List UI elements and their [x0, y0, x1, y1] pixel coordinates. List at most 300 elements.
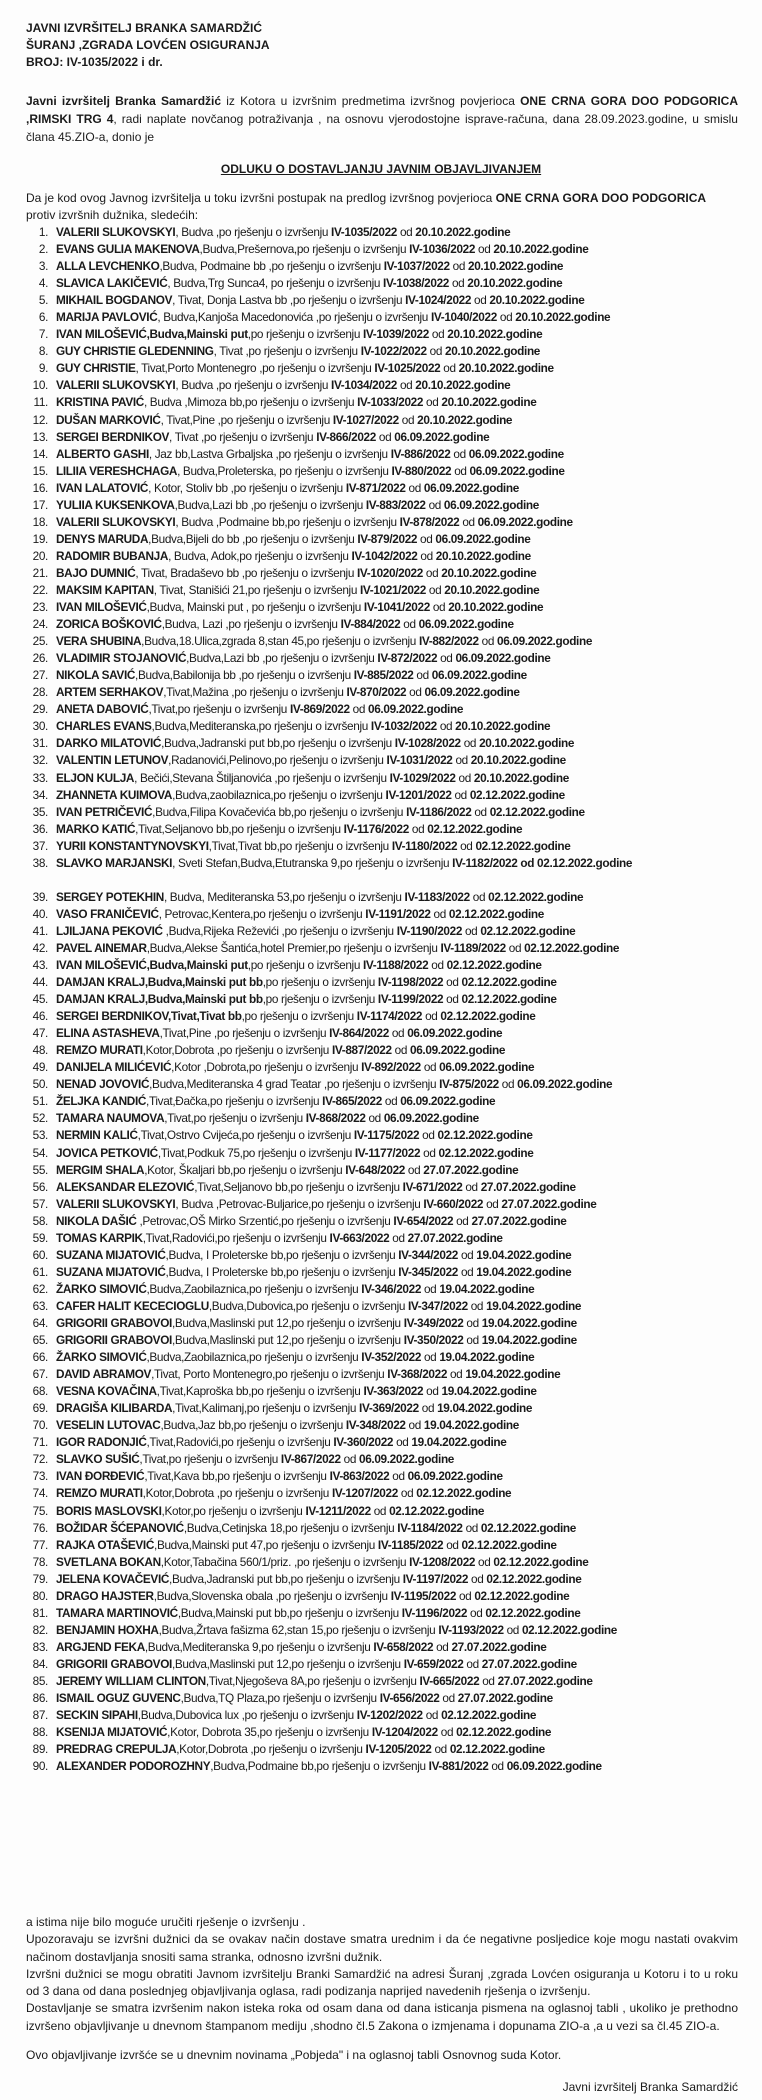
debtor-entry: REMZO MURATI,Kotor,Dobrota ,po rješenju o izvršenju IV-1207/2022 od 02.12.2022.godine: [56, 1486, 512, 1501]
debtor-item: [26, 309, 738, 326]
case-date: 20.10.2022.godine: [415, 378, 511, 393]
debtor-name: VALERII SLUKOVSKYI: [56, 225, 176, 239]
case-number: IV-1197/2022: [402, 1571, 469, 1586]
debtor-address: , Tivat ,po rješenju o izvršenju: [169, 429, 317, 444]
debtor-address: ,Tivat,Kava bb,po rješenju o izvršenju: [144, 1469, 330, 1484]
debtor-entry: ARGJEND FEKA,Budva,Mediteranska 9,po rješenju o izvršenju IV-658/2022 od 27.07.2022.godine: [56, 1639, 547, 1654]
debtor-name: REMZO MURATI: [56, 1486, 143, 1501]
case-number: IV-1024/2022: [405, 293, 472, 308]
debtor-name: VERA SHUBINA: [56, 634, 142, 649]
debtor-number: 90.: [32, 1759, 48, 1774]
debtor-item: [26, 1605, 738, 1622]
debtor-name: KRISTINA PAVIĆ: [56, 395, 144, 410]
case-date: 06.09.2022.godine: [358, 1452, 455, 1467]
debtor-address: ,Tivat,po rješenju o izvršenju: [139, 1452, 281, 1467]
debtor-item: [26, 514, 738, 531]
debtor-item: [26, 497, 738, 514]
debtor-entry: VESNA KOVAČINA,Tivat,Kaproška bb,po rješenju o izvršenju IV-363/2022 od 19.04.2022.godine: [56, 1384, 537, 1399]
debtor-name: IGOR RADONJIĆ: [56, 1435, 147, 1450]
case-date: 02.12.2022.godine: [474, 1588, 570, 1603]
case-number: IV-1180/2022: [391, 838, 458, 853]
debtor-item: [26, 1434, 738, 1451]
case-date: 06.09.2022.godine: [394, 429, 490, 444]
debtor-name: NENAD JOVOVIĆ: [56, 1077, 150, 1092]
case-number: IV-885/2022: [353, 668, 414, 683]
case-number: IV-1183/2022: [404, 889, 470, 904]
case-number: IV-892/2022: [361, 1060, 421, 1075]
debtor-entry: IVAN MILOŠEVIĆ,Budva, Mainski put , po rješenju o izvršenju IV-1041/2022 od 20.10.2022.godine: [56, 600, 544, 615]
debtor-name: MIKHAIL BOGDANOV: [56, 293, 173, 308]
debtor-item: [26, 1059, 738, 1076]
debtor-entry: YULIIA KUKSENKOVA,Budva,Lazi bb ,po rješenju o izvršenju IV-883/2022 od 06.09.2022.godine: [56, 497, 539, 512]
debtor-item: [26, 1264, 738, 1281]
debtor-name: SVETLANA BOKAN: [56, 1554, 161, 1569]
debtor-entry: NERMIN KALIĆ,Tivat,Ostrvo Cvijeća,po rješenju o izvršenju IV-1175/2022 od 02.12.2022.godine: [56, 1128, 533, 1143]
debtor-number: 10.: [32, 378, 48, 393]
debtor-entry: GRIGORII GRABOVOI,Budva,Maslinski put 12,po rješenju o izvršenju IV-349/2022 od 19.04.2022.godine: [56, 1316, 577, 1330]
case-date: 06.09.2022.godine: [368, 702, 464, 717]
debtor-number: 33.: [32, 770, 48, 785]
debtor-number: 64.: [32, 1316, 48, 1330]
case-date: 27.07.2022.godine: [451, 1639, 547, 1654]
debtor-name: VASO FRANIČEVIĆ: [56, 906, 159, 921]
debtor-item: [26, 1076, 738, 1093]
debtor-number: 7.: [38, 327, 48, 342]
debtor-number: 22.: [32, 582, 48, 597]
case-number: IV-345/2022: [398, 1264, 459, 1279]
case-date: 02.12.2022.godine: [438, 1145, 534, 1160]
case-number: IV-363/2022: [363, 1384, 424, 1399]
debtor-name: SLAVKO SUŠIĆ: [56, 1452, 140, 1467]
debtor-name: MARKO KATIĆ: [56, 821, 136, 836]
debtor-name: BOŽIDAR ŠĆEPANOVIĆ: [56, 1520, 184, 1535]
debtor-address: ,Budva,TQ Plaza,po rješenju o izvršenju: [180, 1691, 380, 1706]
debtor-address: ,Budva,Podmaine bb,po rješenju o izvršenju: [210, 1759, 429, 1774]
debtor-entry: BAJO DUMNIĆ, Tivat, Bradaševo bb ,po rješenju o izvršenju IV-1020/2022 od 20.10.2022.godine: [56, 565, 537, 580]
case-date: 02.12.2022.godine: [456, 1725, 552, 1740]
debtor-number: 13.: [32, 429, 48, 444]
debtor-name: VALENTIN LETUNOV: [56, 753, 169, 768]
debtor-address: , Kotor, Stoliv bb ,po rješenju o izvršenju: [148, 480, 346, 495]
debtor-item: [26, 258, 738, 275]
case-date: 02.12.2022.godine: [475, 838, 571, 853]
debtor-number: 26.: [32, 651, 48, 666]
debtor-item: [26, 923, 738, 940]
debtor-number: 32.: [32, 753, 48, 768]
case-number: IV-870/2022: [346, 685, 407, 700]
case-number: IV-1208/2022: [409, 1554, 476, 1569]
debtor-address: ,Budva,zaobilaznica,po rješenju o izvršenju: [172, 787, 386, 802]
case-date: 20.10.2022.godine: [479, 736, 575, 751]
debtor-item: [26, 360, 738, 377]
debtor-number: 85.: [32, 1673, 48, 1688]
case-date: 27.07.2022.godine: [480, 1179, 576, 1194]
debtor-address: ,Budva, I Proleterske bb,po rješenju o izvršenju: [165, 1247, 399, 1262]
debtor-entry: ARTEM SERHAKOV,Tivat,Mažina ,po rješenju o izvršenju IV-870/2022 od 06.09.2022.godine: [56, 685, 520, 700]
debtor-number: 72.: [32, 1452, 48, 1467]
case-date: 06.09.2022.godine: [407, 1026, 503, 1041]
debtor-address: ,Budva,Mainski put 47,po rješenju o izvršenju: [154, 1537, 378, 1552]
debtor-entry: TAMARA MARTINOVIĆ,Budva,Mainski put bb,po rješenju o izvršenju IV-1196/2022 od 02.12.2022.godine: [56, 1605, 581, 1620]
debtor-name: IVAN MILOŠEVIĆ: [56, 600, 147, 615]
debtor-entry: LILIIA VERESHCHAGA, Budva,Proleterska, po rješenju o izvršenju IV-880/2022 od 06.09.2022.godine: [56, 463, 565, 478]
debtor-entry: GRIGORII GRABOVOI,Budva,Maslinski put 12,po rješenju o izvršenju IV-350/2022 od 19.04.2022.godine: [56, 1333, 577, 1348]
debtor-item: [26, 275, 738, 292]
case-date: 02.12.2022.godine: [524, 940, 620, 955]
case-number: IV-369/2022: [359, 1401, 419, 1416]
debtor-item: [26, 1622, 738, 1639]
debtor-number: 50.: [32, 1077, 48, 1092]
debtor-entry: ALLA LEVCHENKO,Budva, Podmaine bb ,po rješenju o izvršenju IV-1037/2022 od 20.10.2022.godine: [56, 259, 564, 274]
debtor-entry: VASO FRANIČEVIĆ, Petrovac,Kentera,po rješenju o izvršenju IV-1191/2022 od 02.12.2022.godine: [56, 906, 544, 921]
case-date: 02.12.2022.godine: [449, 1742, 545, 1757]
debtor-item: [26, 1741, 738, 1758]
debtor-item: [26, 582, 738, 599]
case-number: IV-1027/2022: [332, 412, 399, 427]
case-date: 02.12.2022.godine: [521, 1622, 617, 1637]
debtor-number: 31.: [32, 736, 48, 751]
debtor-entry: RADOMIR BUBANJA, Budva, Adok,po rješenju o izvršenju IV-1042/2022 od 20.10.2022.godine: [56, 548, 531, 563]
debtor-item: [26, 1247, 738, 1264]
debtor-address: , Sveti Stefan,Budva,Etutranska 9,po rješenju o izvršenju: [172, 855, 453, 870]
debtor-address: , Bečići,Stevana Štiljanovića ,po rješenju o izvršenju: [134, 770, 390, 785]
debtor-address: ,Kotor,Dobrota ,po rješenju o izvršenju: [142, 1043, 332, 1058]
debtor-address: ,Tivat,po rješenju o izvršenju: [164, 1111, 306, 1126]
debtor-entry: ZHANNETA KUIMOVA,Budva,zaobilaznica,po rješenju o izvršenju IV-1201/2022 od 02.12.2022.godine: [56, 787, 565, 802]
debtor-address: , Tivat ,po rješenju o izvršenju: [213, 344, 361, 359]
debtor-name: VESELIN LUTOVAC: [56, 1418, 161, 1433]
debtor-entry: SECKIN SIPAHI,Budva,Dubovica lux ,po rješenju o izvršenju IV-1202/2022 od 02.12.2022.godine: [56, 1708, 537, 1723]
case-date: 02.12.2022.godine: [427, 821, 523, 836]
debtor-address: ,Budva,Slovenska obala ,po rješenju o izvršenju: [153, 1588, 391, 1603]
debtor-entry: ELJON KULJA, Bečići,Stevana Štiljanovića ,po rješenju o izvršenju IV-1029/2022 od 20.10.2022.godine: [56, 770, 569, 785]
case-date: 20.10.2022.godine: [444, 344, 541, 359]
debtor-entry: IVAN LALATOVIĆ, Kotor, Stoliv bb ,po rješenju o izvršenju IV-871/2022 od 06.09.2022.godine: [56, 480, 519, 495]
case-date: 06.09.2022.godine: [383, 1111, 479, 1126]
debtor-address: ,Budva,Babilonija bb ,po rješenju o izvršenju: [135, 668, 354, 683]
debtor-item: [26, 1639, 738, 1656]
debtor-address: , Tivat, Donja Lastva bb ,po rješenju o izvršenju: [172, 293, 406, 308]
debtor-item: [26, 1298, 738, 1315]
debtor-address: ,Kotor, Dobrota 35,po rješenju o izvršenju: [167, 1725, 372, 1740]
debtor-entry: KSENIJA MIJATOVIĆ,Kotor, Dobrota 35,po rješenju o izvršenju IV-1204/2022 od 02.12.2022.godine: [56, 1725, 552, 1740]
debtor-address: ,Tivat,po rješenju o izvršenju: [148, 702, 290, 717]
debtor-address: ,Budva,Filipa Kovačevića bb,po rješenju o izvršenju: [152, 804, 407, 819]
debtor-name: DANIJELA MILIĆEVIĆ: [56, 1060, 172, 1075]
debtor-name: GRIGORII GRABOVOI: [56, 1333, 172, 1348]
debtor-entry: ŽELJKA KANDIĆ,Tivat,Đačka,po rješenju o izvršenju IV-865/2022 od 06.09.2022.godine: [56, 1094, 496, 1109]
debtor-number: 39.: [32, 889, 48, 904]
debtor-number: 15.: [32, 463, 48, 478]
debtor-name: TOMAS KARPIK: [56, 1230, 143, 1245]
debtor-name: ANETA DABOVIĆ: [56, 702, 149, 717]
debtor-name: TAMARA NAUMOVA: [56, 1111, 165, 1126]
debtor-entry: EVANS GULIA MAKENOVA,Budva,Prešernova,po rješenju o izvršenju IV-1036/2022 od 20.10.2022.godine: [56, 242, 589, 257]
debtor-address: ,Budva,Mediteranska,po rješenju o izvršenju: [151, 719, 371, 734]
debtor-number: 66.: [32, 1350, 48, 1365]
debtor-number: 73.: [32, 1469, 48, 1484]
debtor-item: [26, 599, 738, 616]
case-number: IV-1201/2022: [385, 787, 452, 802]
debtor-name: RAJKA OTAŠEVIĆ: [56, 1537, 155, 1552]
debtor-number: 30.: [32, 719, 48, 734]
debtor-address: ,Budva,Mainski put bb,po rješenju o izvršenju: [177, 1605, 402, 1620]
case-date: 20.10.2022.godine: [467, 276, 563, 291]
debtor-address: ,Budva, Podmaine bb ,po rješenju o izvršenju: [159, 259, 384, 274]
signature-line: Javni izvršitelj Branka Samardžić: [562, 2080, 738, 2094]
debtor-number: 89.: [32, 1742, 48, 1757]
case-number: IV-1177/2022: [354, 1145, 421, 1160]
debtor-entry: TOMAS KARPIK,Tivat,Radovići,po rješenju o izvršenju IV-663/2022 od 27.07.2022.godine: [56, 1230, 503, 1245]
debtor-number: 36.: [32, 821, 48, 836]
debtor-entry: ISMAIL OGUZ GUVENC,Budva,TQ Plaza,po rješenju o izvršenju IV-656/2022 od 27.07.2022.godine: [56, 1691, 553, 1706]
debtor-name: IVAN LALATOVIĆ: [56, 480, 149, 495]
debtor-entry: NENAD JOVOVIĆ,Budva,Mediteranska 4 grad Teatar ,po rješenju o izvršenju IV-875/2022 od 06.09.2022.godine: [56, 1077, 613, 1092]
debtor-address: ,Tivat,Pine ,po rješenju o izvršenju: [159, 1026, 330, 1041]
debtor-name: DRAGIŠA KILIBARDA: [56, 1401, 173, 1416]
debtor-number: 80.: [32, 1588, 48, 1603]
case-date: 06.09.2022.godine: [497, 634, 593, 649]
debtor-name: PAVEL AINEMAR: [56, 940, 147, 955]
case-number: IV-1191/2022: [365, 906, 431, 921]
case-number: IV-1039/2022: [362, 327, 429, 342]
case-number: IV-878/2022: [399, 514, 460, 529]
case-number: IV-1033/2022: [357, 395, 424, 410]
debtor-item: [26, 718, 738, 735]
debtor-address: ,Budva,Prešernova,po rješenju o izvršenju: [199, 242, 410, 257]
case-number: IV-1028/2022: [394, 736, 461, 751]
debtor-number: 45.: [32, 992, 48, 1007]
debtor-address: ,Budva,Lazi bb ,po rješenju o izvršenju: [186, 651, 378, 666]
debtor-number: 4.: [38, 276, 48, 291]
debtor-entry: GUY CHRISTIE, Tivat,Porto Montenegro ,po rješenju o izvršenju IV-1025/2022 od 20.10.2022.godine: [56, 361, 554, 376]
case-number: IV-360/2022: [333, 1435, 394, 1450]
debtor-number: 18.: [32, 514, 48, 529]
debtor-item: [26, 1213, 738, 1230]
debtor-number: 43.: [32, 958, 48, 973]
debtor-entry: DAMJAN KRALJ,Budva,Mainski put bb,po rješenju o izvršenju IV-1198/2022 od 02.12.2022.godine: [56, 975, 557, 990]
debtor-name: ALBERTO GASHI: [56, 446, 149, 461]
debtor-number: 37.: [32, 838, 48, 853]
debtor-entry: RAJKA OTAŠEVIĆ,Budva,Mainski put 47,po rješenju o izvršenju IV-1185/2022 od 02.12.2022.godine: [56, 1537, 557, 1552]
case-number: IV-671/2022: [402, 1179, 463, 1194]
debtor-item: [26, 1281, 738, 1298]
case-number: IV-648/2022: [345, 1162, 405, 1177]
debtor-number: 29.: [32, 702, 48, 717]
debtor-number: 47.: [32, 1026, 48, 1041]
debtor-address: , Budva ,Petrovac-Buljarice,po rješenju o izvršenju: [175, 1196, 424, 1211]
debtor-number: 3.: [38, 259, 48, 274]
case-date: 06.09.2022.godine: [455, 651, 551, 666]
case-date: 20.10.2022.godine: [415, 225, 511, 239]
debtor-entry: REMZO MURATI,Kotor,Dobrota ,po rješenju o izvršenju IV-887/2022 od 06.09.2022.godine: [56, 1043, 506, 1058]
case-number: IV-881/2022: [428, 1759, 489, 1774]
debtor-number: 61.: [32, 1264, 48, 1279]
case-date: 19.04.2022.godine: [441, 1384, 537, 1399]
debtor-address: ,Tivat,Njegoševa 8A,po rješenju o izvršenju: [205, 1673, 420, 1688]
debtor-item: [26, 1468, 738, 1485]
case-number: IV-875/2022: [439, 1077, 499, 1092]
debtor-item: [26, 940, 738, 957]
debtor-entry: SUZANA MIJATOVIĆ,Budva, I Proleterske bb,po rješenju o izvršenju IV-344/2022 od 19.04.2022.godine: [56, 1247, 572, 1262]
debtor-entry: MARIJA PAVLOVIĆ, Budva,Kanjoša Macedonovića ,po rješenju o izvršenju IV-1040/2022 od 20.10.2022.godine: [56, 310, 611, 325]
debtor-name: VALERII SLUKOVSKYI: [56, 514, 176, 529]
intro-paragraph: Javni izvršitelj Branka Samardžić iz Kotora u izvršnim predmetima izvršnog povjerioca ONE CRNA GORA DOO PODGORICA ,RIMSKI TRG 4, radi naplate novčanog potraživanja , na osnovu vjerodostojne isprave-računa, dana 28.09.2023.godine, u smislu člana 45.ZIO-a, donio je: [26, 94, 738, 144]
debtor-address: ,Tivat,Ostrvo Cvijeća,po rješenju o izvršenju: [137, 1128, 354, 1143]
debtor-number: 76.: [32, 1520, 48, 1535]
debtor-address: ,Budva, I Proleterske bb,po rješenju o izvršenju: [165, 1264, 399, 1279]
case-date: 06.09.2022.godine: [418, 617, 514, 632]
debtor-entry: DAVID ABRAMOV,Tivat, Porto Montenegro,po rješenju o izvršenju IV-368/2022 od 19.04.2022.godine: [56, 1367, 561, 1382]
debtor-address: ,Budva,Jaz bb,po rješenju o izvršenju: [160, 1418, 346, 1433]
debtor-item: [26, 480, 738, 497]
debtor-number: 49.: [32, 1060, 48, 1075]
case-date: 27.07.2022.godine: [471, 1213, 567, 1228]
debtor-address: , Jaz bb,Lastva Grbaljska ,po rješenju o izvršenju: [148, 446, 391, 461]
debtor-address: ,Tivat, Porto Montenegro,po rješenju o izvršenju: [151, 1367, 388, 1382]
debtor-address: , Tivat, Stanišići 21,po rješenju o izvršenju: [153, 582, 360, 597]
debtor-name: ALEXANDER PODOROZHNY: [56, 1759, 211, 1774]
case-number: IV-864/2022: [329, 1026, 389, 1041]
debtor-item: [26, 1417, 738, 1434]
debtor-name: REMZO MURATI: [56, 1043, 143, 1058]
debtor-entry: MAKSIM KAPITAN, Tivat, Stanišići 21,po rješenju o izvršenju IV-1021/2022 od 20.10.2022.godine: [56, 582, 540, 597]
case-date: 20.10.2022.godine: [493, 242, 589, 257]
debtor-entry: NIKOLA SAVIĆ,Budva,Babilonija bb ,po rješenju o izvršenju IV-885/2022 od 06.09.2022.godine: [56, 668, 527, 683]
case-date: 20.10.2022.godine: [470, 753, 566, 768]
debtor-list: [26, 224, 738, 1775]
case-date: 02.12.2022.godine: [461, 975, 557, 990]
debtor-number: 48.: [32, 1043, 48, 1058]
debtor-address: ,po rješenju o izvršenju: [241, 1009, 357, 1024]
debtor-name: SLAVICA LAKIČEVIĆ: [56, 276, 168, 291]
debtor-name: MARIJA PAVLOVIĆ: [56, 310, 158, 325]
debtor-address: ,Kotor,Tabačina 560/1/priz. ,po rješenju o izvršenju: [160, 1554, 410, 1569]
case-date: 06.09.2022.godine: [435, 531, 531, 546]
debtor-name: VLADIMIR STOJANOVIĆ: [56, 651, 187, 666]
debtor-address: , Tivat,Pine ,po rješenju o izvršenju: [160, 412, 333, 427]
debtor-address: ,Budva,Cetinjska 18,po rješenju o izvršenju: [183, 1520, 398, 1535]
case-number: IV-880/2022: [391, 463, 452, 478]
debtor-name: SERGEI BERDNIKOV: [56, 429, 170, 444]
debtor-item: [26, 735, 738, 752]
debtor-number: 68.: [32, 1384, 48, 1399]
case-number: IV-867/2022: [280, 1452, 341, 1467]
debtor-name: CAFER HALIT KECECIOGLU: [56, 1298, 209, 1313]
debtor-item: [26, 1400, 738, 1417]
debtor-item: [26, 1520, 738, 1537]
case-number: IV-882/2022: [418, 634, 479, 649]
debtor-address: ,Tivat,Kalimanj,po rješenju o izvršenju: [172, 1401, 360, 1416]
debtor-address: ,Budva, Lazi ,po rješenju o izvršenju: [161, 617, 341, 632]
debtor-name: ŽARKO SIMOVIĆ: [56, 1281, 147, 1296]
case-number: IV-1035/2022: [331, 225, 398, 239]
debtor-address: ,Budva,Jadranski put bb,po rješenju o izvršenju: [161, 736, 395, 751]
case-date: 27.07.2022.godine: [407, 1230, 503, 1245]
case-date: 02.12.2022.godine: [480, 923, 576, 938]
debtor-name: IVAN MILOŠEVIĆ,Budva,Mainski put: [56, 958, 248, 973]
reference-number: BROJ: IV-1035/2022 i dr.: [26, 55, 163, 69]
debtor-number: 56.: [32, 1179, 48, 1194]
debtor-address: ,Tivat,Tivat bb,po rješenju o izvršenju: [208, 838, 392, 853]
debtor-number: 52.: [32, 1111, 48, 1126]
debtor-number: 11.: [33, 395, 48, 410]
case-number: IV-1195/2022: [390, 1588, 457, 1603]
case-date: 02.12.2022.godine: [448, 906, 544, 921]
debtor-address: ,Budva,Alekse Šantića,hotel Premier,po rješenju o izvršenju: [146, 940, 441, 955]
debtor-number: 78.: [32, 1554, 48, 1569]
debtor-name: GRIGORII GRABOVOI: [56, 1316, 172, 1330]
debtor-item: [26, 1025, 738, 1042]
debtor-item: [26, 1690, 738, 1707]
debtor-number: 5.: [38, 293, 48, 308]
debtor-entry: IGOR RADONJIĆ,Tivat,Radovići,po rješenju o izvršenju IV-360/2022 od 19.04.2022.godine: [56, 1435, 507, 1450]
debtor-entry: KRISTINA PAVIĆ, Budva ,Mimoza bb,po rješenju o izvršenju IV-1033/2022 od 20.10.2022.godine: [56, 395, 537, 410]
debtor-entry: BORIS MASLOVSKI,Kotor,po rješenju o izvršenju IV-1211/2022 od 02.12.2022.godine: [56, 1503, 485, 1518]
case-number: IV-1031/2022: [386, 753, 453, 768]
case-date: 27.07.2022.godine: [457, 1691, 553, 1706]
case-date: 20.10.2022.godine: [458, 361, 554, 376]
debtor-name: IVAN PETRIČEVIĆ: [56, 804, 153, 819]
debtor-address: ,Budva,18.Ulica,zgrada 8,stan 45,po rješenju o izvršenju: [141, 634, 419, 649]
debtor-address: , Budva,Trg Sunca4, po rješenju o izvršenju: [167, 276, 384, 291]
debtor-number: 40.: [32, 906, 48, 921]
debtor-address: ,po rješenju o izvršenju: [262, 992, 378, 1007]
debtor-item: [26, 1571, 738, 1588]
debtor-item: [26, 1451, 738, 1468]
case-date: 02.12.2022.godine: [441, 1708, 537, 1723]
debtor-item: [26, 974, 738, 991]
debtor-number: 44.: [32, 975, 48, 990]
case-number: IV-660/2022: [423, 1196, 484, 1211]
debtor-name: EVANS GULIA MAKENOVA: [56, 242, 200, 257]
debtor-address: ,Kotor,Dobrota ,po rješenju o izvršenju: [176, 1742, 366, 1757]
debtor-name: BAJO DUMNIĆ: [56, 565, 136, 580]
case-number: IV-1190/2022: [396, 923, 463, 938]
debtor-number: 57.: [32, 1196, 48, 1211]
debtor-address: ,Kotor,po rješenju o izvršenju: [161, 1503, 306, 1518]
debtor-item: [26, 804, 738, 821]
debtor-item: [26, 787, 738, 804]
debtor-number: 62.: [32, 1281, 48, 1296]
debtor-item: [26, 531, 738, 548]
debtor-name: MAKSIM KAPITAN: [56, 582, 154, 597]
case-number: IV-659/2022: [403, 1656, 464, 1671]
case-date: 27.07.2022.godine: [501, 1196, 597, 1211]
debtor-entry: PREDRAG CREPULJA,Kotor,Dobrota ,po rješenju o izvršenju IV-1205/2022 od 02.12.2022.godine: [56, 1742, 545, 1757]
debtor-number: 63.: [32, 1298, 48, 1313]
debtor-entry: ANETA DABOVIĆ,Tivat,po rješenju o izvršenju IV-869/2022 od 06.09.2022.godine: [56, 702, 464, 717]
debtor-entry: SERGEY POTEKHIN, Budva, Mediteranska 53,po rješenju o izvršenju IV-1183/2022 od 02.12.2022.godine: [56, 889, 584, 904]
case-number: IV-869/2022: [289, 702, 350, 717]
debtor-number: 42.: [32, 940, 48, 955]
case-number: IV-350/2022: [403, 1333, 464, 1348]
debtor-entry: DRAGO HAJSTER,Budva,Slovenska obala ,po rješenju o izvršenju IV-1195/2022 od 02.12.2022.godine: [56, 1588, 570, 1603]
debtor-item: [26, 1332, 738, 1349]
debtor-item: [26, 1008, 738, 1025]
debtor-number: 51.: [32, 1094, 48, 1109]
case-number: IV-879/2022: [357, 531, 418, 546]
debtor-name: DAMJAN KRALJ,Budva,Mainski put bb: [56, 975, 263, 990]
debtor-entry: NIKOLA DAŠIĆ ,Petrovac,OŠ Mirko Srzentić,po rješenju o izvršenju IV-654/2022 od 27.07.2022.godine: [56, 1213, 567, 1228]
debtor-item: [26, 548, 738, 565]
debtor-entry: BENJAMIN HOXHA,Budva,Žrtava fašizma 62,stan 15,po rješenju o izvršenju IV-1193/2022 od 02.12.2022.godine: [56, 1622, 617, 1637]
debtor-item: [26, 292, 738, 309]
debtor-name: ARTEM SERHAKOV: [56, 685, 164, 700]
debtor-address: ,Kotor,Dobrota ,po rješenju o izvršenju: [142, 1486, 332, 1501]
debtor-number: 86.: [32, 1691, 48, 1706]
debtor-name: ZHANNETA KUIMOVA: [56, 787, 173, 802]
